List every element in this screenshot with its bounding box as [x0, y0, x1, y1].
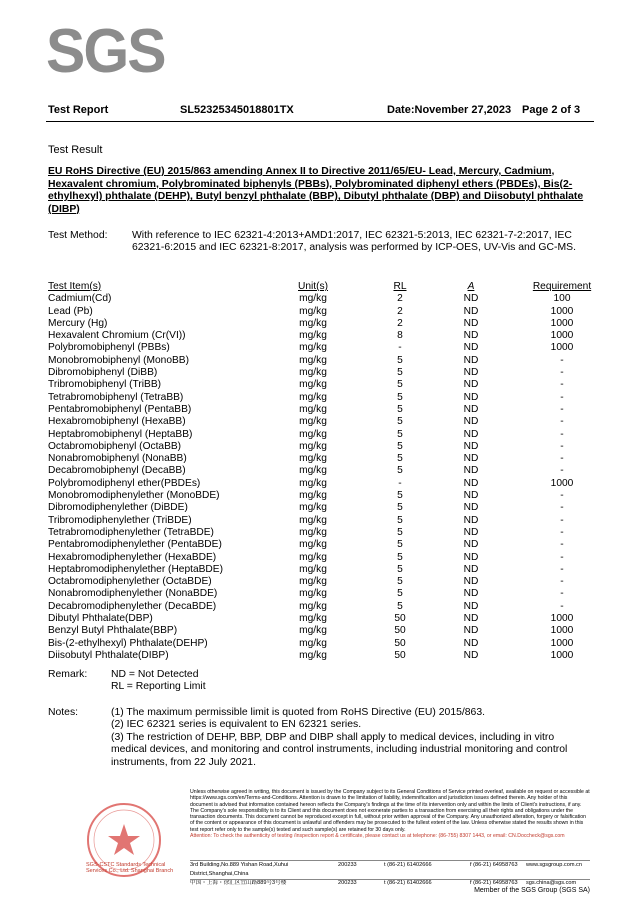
cell-unit: mg/kg	[299, 317, 327, 329]
cell-test-item: Diisobutyl Phthalate(DIBP)	[48, 649, 169, 661]
cell-unit: mg/kg	[299, 563, 327, 575]
remark-line: RL = Reporting Limit	[111, 681, 206, 693]
fax: f (86-21) 64958763	[470, 880, 518, 886]
cell-result: ND	[463, 342, 479, 354]
cell-test-item: Nonabromodiphenylether (NonaBDE)	[48, 588, 218, 600]
cell-result: ND	[463, 502, 479, 514]
table-row	[48, 293, 628, 305]
cell-requirement: -	[560, 600, 564, 612]
telephone: t (86-21) 61402666	[384, 862, 432, 868]
disclaimer	[190, 789, 590, 839]
cell-rl: 5	[397, 379, 403, 391]
cell-unit: mg/kg	[299, 453, 327, 465]
cell-unit: mg/kg	[299, 342, 327, 354]
cell-rl: 5	[397, 465, 403, 477]
cell-requirement: -	[560, 588, 564, 600]
cell-rl: 5	[397, 354, 403, 366]
table-row	[48, 564, 628, 576]
cell-unit: mg/kg	[299, 367, 327, 379]
cell-unit: mg/kg	[299, 379, 327, 391]
cell-unit: mg/kg	[299, 330, 327, 342]
cell-result: ND	[463, 428, 479, 440]
member-note: Member of the SGS Group (SGS SA)	[474, 887, 590, 894]
remark-lines	[111, 669, 206, 694]
cell-result: ND	[463, 305, 479, 317]
fax: f (86-21) 64958763	[470, 862, 518, 868]
cell-test-item: Pentabromobiphenyl (PentaBB)	[48, 403, 192, 415]
cell-result: ND	[463, 539, 479, 551]
cell-rl: 5	[397, 576, 403, 588]
note-item: (3) The restriction of DEHP, BBP, DBP and DIBP shall apply to medical devices, including in vitro medical devices, and monitoring and control instruments, including industrial monitoring and control instruments, from 22 July 2021.	[111, 731, 568, 768]
table-row	[48, 650, 628, 662]
cell-unit: mg/kg	[299, 477, 327, 489]
cell-result: ND	[463, 354, 479, 366]
cell-unit: mg/kg	[299, 613, 327, 625]
notes-label: Notes:	[48, 707, 79, 718]
table-row	[48, 601, 628, 613]
cell-unit: mg/kg	[299, 514, 327, 526]
col-header-a: A	[467, 281, 475, 292]
cell-unit: mg/kg	[299, 588, 327, 600]
cell-result: ND	[463, 367, 479, 379]
page-indicator: Page 2 of 3	[522, 104, 581, 116]
cell-rl: 5	[397, 428, 403, 440]
cell-unit: mg/kg	[299, 354, 327, 366]
cell-test-item: Dibromobiphenyl (DiBB)	[48, 367, 158, 379]
attention-text: Attention: To check the authenticity of testing /inspection report & certificate, please contact us at telephone: (86-755) 8307 1443, or email: CN.Doccheck@sgs.com	[190, 833, 565, 840]
cell-rl: 50	[394, 613, 406, 625]
table-row	[48, 539, 628, 551]
cell-rl: -	[398, 477, 402, 489]
cell-result: ND	[463, 391, 479, 403]
cell-unit: mg/kg	[299, 502, 327, 514]
cell-result: ND	[463, 649, 479, 661]
cell-requirement: -	[560, 453, 564, 465]
col-header-unit: Unit(s)	[298, 281, 328, 292]
remark-line: ND = Not Detected	[111, 669, 199, 680]
cell-test-item: Benzyl Butyl Phthalate(BBP)	[48, 625, 178, 637]
cell-requirement: -	[560, 526, 564, 538]
cell-test-item: Tetrabromobiphenyl (TetraBB)	[48, 391, 184, 403]
cell-test-item: Cadmium(Cd)	[48, 293, 112, 305]
footer-rule	[190, 879, 590, 880]
table-row	[48, 638, 628, 650]
cell-unit: mg/kg	[299, 391, 327, 403]
test-method-label: Test Method:	[48, 230, 108, 241]
header-divider	[46, 121, 594, 122]
cell-requirement: 1000	[550, 637, 574, 649]
cell-result: ND	[463, 453, 479, 465]
cell-rl: 5	[397, 551, 403, 563]
table-row	[48, 318, 628, 330]
address-en: 3rd Building,No.889 Yishan Road,Xuhui District,Shanghai,China	[190, 862, 289, 877]
cell-requirement: -	[560, 416, 564, 428]
cell-requirement: -	[560, 563, 564, 575]
cell-rl: 5	[397, 403, 403, 415]
cell-rl: 8	[397, 330, 403, 342]
cell-result: ND	[463, 637, 479, 649]
cell-requirement: -	[560, 367, 564, 379]
cell-unit: mg/kg	[299, 403, 327, 415]
cell-requirement: 1000	[550, 342, 574, 354]
cell-unit: mg/kg	[299, 428, 327, 440]
test-method-text: With reference to IEC 62321-4:2013+AMD1:2017, IEC 62321-5:2013, IEC 62321-7-2:2017, IEC 62321-6:2015 and IEC 62321-8:2017, analysis was performed by ICP-OES, UV-Vis and GC-MS.	[132, 230, 576, 254]
cell-requirement: -	[560, 440, 564, 452]
cell-unit: mg/kg	[299, 465, 327, 477]
cell-test-item: Tribromobiphenyl (TriBB)	[48, 379, 162, 391]
table-row	[48, 613, 628, 625]
cell-result: ND	[463, 551, 479, 563]
cell-rl: 5	[397, 440, 403, 452]
table-row	[48, 441, 628, 453]
cell-rl: 5	[397, 453, 403, 465]
report-date: Date:November 27,2023	[387, 104, 512, 116]
cell-result: ND	[463, 625, 479, 637]
cell-requirement: 1000	[550, 625, 574, 637]
cell-rl: 5	[397, 526, 403, 538]
cell-requirement: 1000	[550, 649, 574, 661]
cell-unit: mg/kg	[299, 416, 327, 428]
cell-test-item: Monobromodiphenylether (MonoBDE)	[48, 490, 220, 502]
email[interactable]: sgs.china@sgs.com	[526, 880, 577, 886]
cell-test-item: Monobromobiphenyl (MonoBB)	[48, 354, 189, 366]
cell-result: ND	[463, 440, 479, 452]
cell-requirement: -	[560, 465, 564, 477]
table-row	[48, 453, 628, 465]
cell-requirement: 1000	[550, 613, 574, 625]
col-header-requirement: Requirement	[532, 281, 592, 292]
cell-rl: 2	[397, 305, 403, 317]
cell-result: ND	[463, 477, 479, 489]
cell-test-item: Octabromodiphenylether (OctaBDE)	[48, 576, 212, 588]
cell-test-item: Tetrabromodiphenylether (TetraBDE)	[48, 526, 214, 538]
cell-requirement: 1000	[550, 330, 574, 342]
sgs-logo: SGS	[46, 17, 165, 86]
cell-test-item: Heptabromobiphenyl (HeptaBB)	[48, 428, 193, 440]
cell-test-item: Hexavalent Chromium (Cr(VI))	[48, 330, 186, 342]
cell-unit: mg/kg	[299, 305, 327, 317]
report-label: Test Report	[48, 104, 109, 116]
cell-test-item: Polybromobiphenyl (PBBs)	[48, 342, 170, 354]
cell-requirement: -	[560, 514, 564, 526]
table-row	[48, 490, 628, 502]
cell-requirement: 1000	[550, 305, 574, 317]
cell-rl: 5	[397, 502, 403, 514]
cell-requirement: 1000	[550, 477, 574, 489]
cell-rl: 5	[397, 490, 403, 502]
cell-rl: 5	[397, 367, 403, 379]
note-item: (2) IEC 62321 series is equivalent to EN 62321 series.	[111, 719, 362, 731]
cell-test-item: Octabromobiphenyl (OctaBB)	[48, 440, 182, 452]
cell-requirement: 100	[553, 293, 571, 305]
section-title: Test Result	[48, 144, 103, 156]
cell-unit: mg/kg	[299, 637, 327, 649]
zip: 200233	[338, 880, 357, 886]
table-row	[48, 429, 628, 441]
cell-test-item: Bis-(2-ethylhexyl) Phthalate(DEHP)	[48, 637, 208, 649]
cell-requirement: -	[560, 539, 564, 551]
cell-requirement: -	[560, 354, 564, 366]
stamp-caption: SGS-CSTC Standards Technical Services Co., Ltd. Shanghai Branch	[86, 862, 174, 874]
cell-requirement: 1000	[550, 317, 574, 329]
cell-unit: mg/kg	[299, 440, 327, 452]
cell-test-item: Mercury (Hg)	[48, 317, 108, 329]
cell-result: ND	[463, 600, 479, 612]
table-row	[48, 379, 628, 391]
cell-rl: -	[398, 342, 402, 354]
cell-requirement: -	[560, 391, 564, 403]
table-row	[48, 367, 628, 379]
note-item: (1) The maximum permissible limit is quoted from RoHS Directive (EU) 2015/863.	[111, 707, 485, 718]
table-row	[48, 527, 628, 539]
cell-result: ND	[463, 293, 479, 305]
zip: 200233	[338, 862, 357, 868]
cell-rl: 5	[397, 563, 403, 575]
cell-requirement: -	[560, 428, 564, 440]
cell-test-item: Polybromodiphenyl ether(PBDEs)	[48, 477, 201, 489]
table-row	[48, 625, 628, 637]
cell-rl: 5	[397, 391, 403, 403]
table-row	[48, 330, 628, 342]
cell-rl: 50	[394, 649, 406, 661]
cell-rl: 5	[397, 600, 403, 612]
telephone: t (86-21) 61402666	[384, 880, 432, 886]
cell-result: ND	[463, 403, 479, 415]
cell-unit: mg/kg	[299, 293, 327, 305]
cell-rl: 5	[397, 514, 403, 526]
table-row	[48, 355, 628, 367]
cell-rl: 2	[397, 317, 403, 329]
cell-result: ND	[463, 514, 479, 526]
table-row	[48, 404, 628, 416]
col-header-rl: RL	[393, 281, 407, 292]
cell-unit: mg/kg	[299, 600, 327, 612]
cell-rl: 5	[397, 416, 403, 428]
cell-requirement: -	[560, 490, 564, 502]
cell-test-item: Nonabromobiphenyl (NonaBB)	[48, 453, 187, 465]
cell-unit: mg/kg	[299, 490, 327, 502]
website[interactable]: www.sgsgroup.com.cn	[526, 862, 582, 868]
cell-requirement: -	[560, 576, 564, 588]
cell-test-item: Pentabromodiphenylether (PentaBDE)	[48, 539, 222, 551]
cell-result: ND	[463, 317, 479, 329]
cell-test-item: Dibutyl Phthalate(DBP)	[48, 613, 153, 625]
table-row	[48, 552, 628, 564]
disclaimer-text: Unless otherwise agreed in writing, this document is issued by the Company subject to its General Conditions of Service printed overleaf, available on request or accessible at https://www.sgs.com/en/Terms-and-Conditions. Attention is drawn to the limitation of liability, indemnification and jurisdiction issues defined therein. Any holder of this document is advised that information contained hereon reflects the Company's findings at the time of its intervention only and within the limits of Client's instructions, if any. The Company's sole responsibility is to its Client and this document does not exonerate parties to a transaction from exercising all their rights and obligations under the transaction documents. This document cannot be reproduced except in full, without prior written approval of the Company. Any unauthorized alteration, forgery or falsification of the content or appearance of this document is unlawful and offenders may be prosecuted to the fullest extent of the law. Unless otherwise stated the results shown in this test report refer only to the sample(s) tested and such sample(s) are retained for 30 days only.	[190, 789, 590, 833]
cell-test-item: Decabromodiphenylether (DecaBDE)	[48, 600, 217, 612]
table-row	[48, 416, 628, 428]
cell-test-item: Lead (Pb)	[48, 305, 93, 317]
cell-result: ND	[463, 613, 479, 625]
cell-rl: 5	[397, 588, 403, 600]
results-body	[48, 293, 628, 662]
table-row	[48, 465, 628, 477]
cell-rl: 2	[397, 293, 403, 305]
remark-label: Remark:	[48, 669, 88, 680]
cell-test-item: Heptabromodiphenylether (HeptaBDE)	[48, 563, 223, 575]
address-cn: 中国・上海・徐汇区宜山路889号3号楼	[190, 880, 287, 886]
cell-requirement: -	[560, 551, 564, 563]
table-row	[48, 515, 628, 527]
table-header-row	[48, 281, 628, 293]
cell-requirement: -	[560, 502, 564, 514]
cell-rl: 50	[394, 637, 406, 649]
cell-test-item: Tribromodiphenylether (TriBDE)	[48, 514, 192, 526]
cell-unit: mg/kg	[299, 576, 327, 588]
cell-unit: mg/kg	[299, 526, 327, 538]
cell-result: ND	[463, 526, 479, 538]
cell-test-item: Decabromobiphenyl (DecaBB)	[48, 465, 186, 477]
cell-result: ND	[463, 379, 479, 391]
cell-unit: mg/kg	[299, 625, 327, 637]
cell-result: ND	[463, 588, 479, 600]
cell-unit: mg/kg	[299, 539, 327, 551]
results-table	[48, 281, 628, 662]
cell-result: ND	[463, 330, 479, 342]
cell-unit: mg/kg	[299, 649, 327, 661]
cell-requirement: -	[560, 379, 564, 391]
table-row	[48, 342, 628, 354]
table-row	[48, 478, 628, 490]
cell-result: ND	[463, 576, 479, 588]
address-block	[190, 861, 582, 888]
report-number: SL52325345018801TX	[180, 104, 294, 116]
cell-test-item: Hexabromobiphenyl (HexaBB)	[48, 416, 186, 428]
table-row	[48, 588, 628, 600]
cell-test-item: Dibromodiphenylether (DiBDE)	[48, 502, 188, 514]
cell-test-item: Hexabromodiphenylether (HexaBDE)	[48, 551, 217, 563]
cell-result: ND	[463, 416, 479, 428]
cell-rl: 5	[397, 539, 403, 551]
table-row	[48, 576, 628, 588]
directive-heading: EU RoHS Directive (EU) 2015/863 amending Annex II to Directive 2011/65/EU- Lead, Mercury, Cadmium, Hexavalent chromium, Polybrominated biphenyls (PBBs), Polybrominated diphenyl ethers (PBDEs), Bis(2-ethylhexyl) phthalate (DEHP), Butyl benzyl phthalate (BBP), Dibutyl phthalate (DBP) and Diisobutyl phthalate (DIBP)	[48, 166, 584, 215]
table-row	[48, 306, 628, 318]
col-header-item: Test Item(s)	[48, 281, 102, 292]
table-row	[48, 392, 628, 404]
cell-result: ND	[463, 465, 479, 477]
cell-rl: 50	[394, 625, 406, 637]
cell-requirement: -	[560, 403, 564, 415]
table-row	[48, 502, 628, 514]
notes-list	[111, 707, 581, 769]
cell-result: ND	[463, 490, 479, 502]
cell-unit: mg/kg	[299, 551, 327, 563]
cell-result: ND	[463, 563, 479, 575]
